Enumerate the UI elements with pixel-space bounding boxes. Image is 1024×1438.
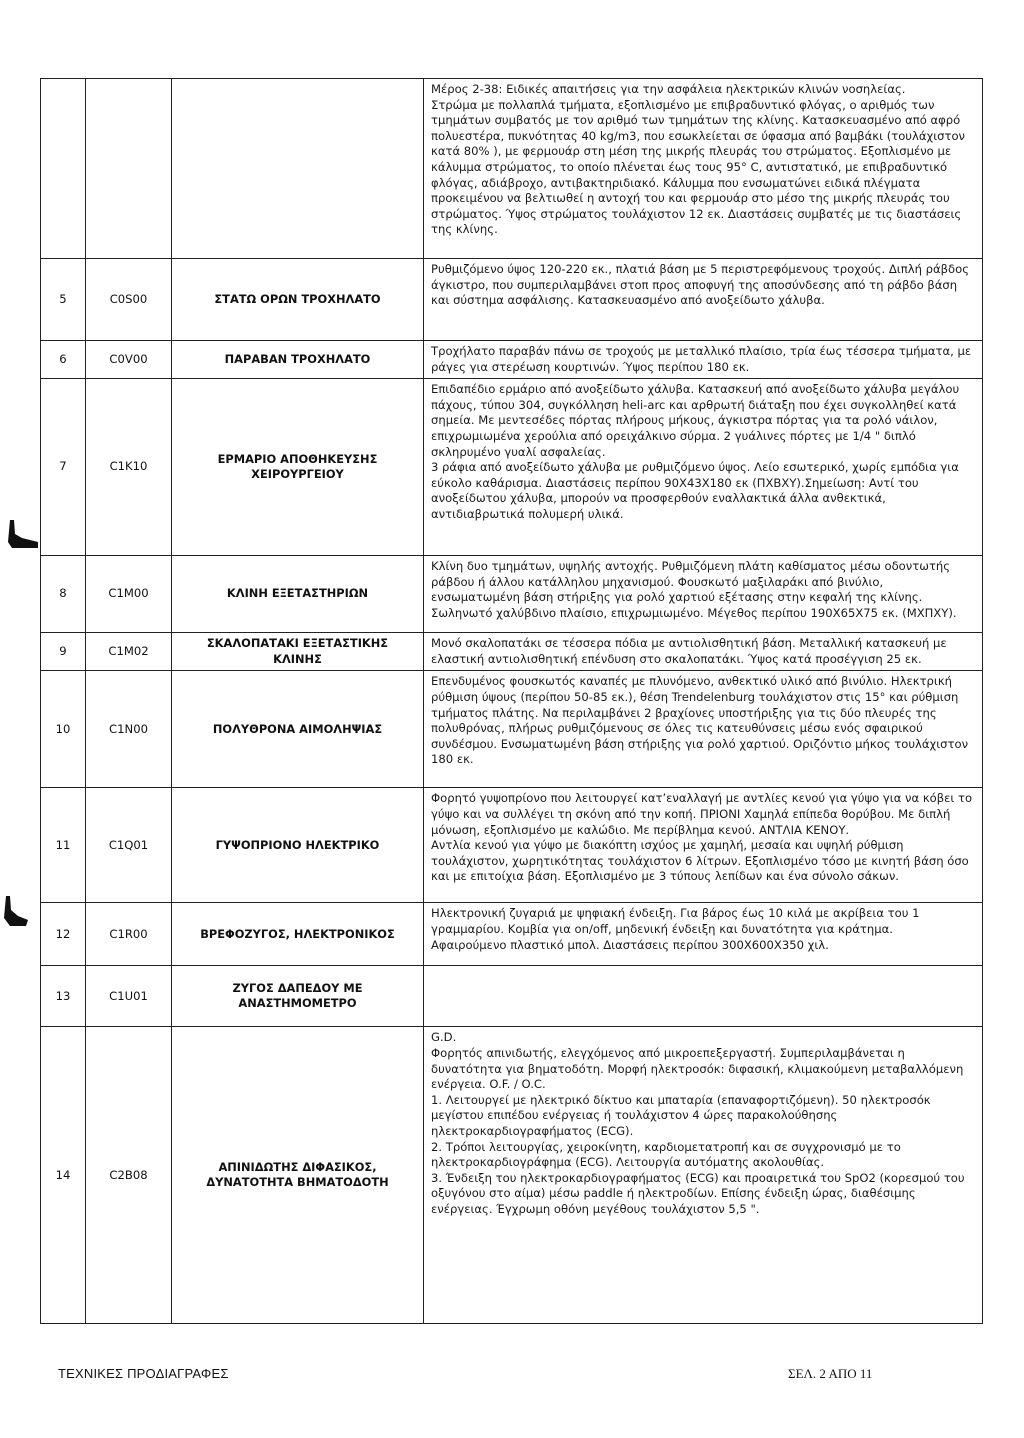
- item-number: 11: [41, 788, 86, 903]
- description-line: Κλίνη δυο τμημάτων, υψηλής αντοχής. Ρυθμιζόμενη πλάτη καθίσματος μέσω οδοντωτής ράβδου ή άλλου κατάλληλου μηχανισμού. Φουσκωτό μαξιλαράκι από βινύλιο, ενσωματωμένη βάση στήριξης για ρολό χαρτιού εξέτασης στην κεφαλή της κλίνης. Σωληνωτό χαλύβδινο πλαίσιο, επιχρωμιωμένο. Μέγεθος περίπου 190Χ65Χ75 εκ. (ΜΧΠΧΥ).: [431, 559, 957, 620]
- description-line: 1. Λειτουργεί με ηλεκτρικό δίκτυο και μπαταρία (επαναφορτιζόμενη). 50 ηλεκτροσόκ μεγίστου επιπέδου ενέργειας ή τουλάχιστον 4 ώρες παρακολούθησης ηλεκτροκαρδιογραφήματος (ECG).: [431, 1092, 931, 1138]
- description-line: Τροχήλατο παραβάν πάνω σε τροχούς με μεταλλικό πλαίσιο, τρία έως τέσσερα τμήματα, με ράγες για στερέωση κουρτινών. Ύψος περίπου 180 εκ.: [431, 344, 972, 374]
- item-name: [172, 79, 424, 259]
- table-row: [41, 556, 983, 633]
- description-line: 2. Τρόποι λειτουργίας, χειροκίνητη, καρδιομετατροπή και σε συγχρονισμό με το ηλεκτροκαρδιογράφημα (ECG). Λειτουργία αυτόματης ακολουθίας.: [431, 1139, 901, 1170]
- item-name: ΠΑΡΑΒΑΝ ΤΡΟΧΗΛΑΤΟ: [172, 341, 424, 379]
- description-line: Μέρος 2-38: Ειδικές απαιτήσεις για την ασφάλεια ηλεκτρικών κλινών νοσηλείας.: [431, 82, 906, 96]
- table-row: [41, 671, 983, 788]
- description-line: Ηλεκτρονική ζυγαριά με ψηφιακή ένδειξη. Για βάρος έως 10 κιλά με ακρίβεια του 1 γραμμαρίου. Κομβία για on/off, μηδενική ένδειξη και δυνατότητα για κράτημα.: [431, 906, 920, 936]
- item-number: 5: [41, 259, 86, 341]
- scan-mark-shape: [4, 896, 30, 928]
- item-number: 6: [41, 341, 86, 379]
- scan-mark-shape: [6, 520, 40, 550]
- item-description: [424, 79, 983, 259]
- item-description: [424, 341, 983, 379]
- table-row: [41, 788, 983, 903]
- description-line: Φορητός απινιδωτής, ελεγχόμενος από μικροεπεξεργαστή. Συμπεριλαμβάνεται η δυνατότητα για βηματοδότη. Μορφή ηλεκτροσόκ: διφασική, κλιμακούμενη μεταβαλλόμενη ενέργεια. O.F. / O.C.: [431, 1045, 964, 1092]
- item-code: C1M00: [86, 556, 172, 633]
- description-line: 3. Ένδειξη του ηλεκτροκαρδιογραφήματος (ECG) και προαιρετικά του SpO2 (κορεσμού του οξυγόνου στο αίμα) μέσω paddle ή ηλεκτροδίων. Επίσης ένδειξη ώρας, διαθέσιμης ενέργειας. Έγχρωμη οθόνη μεγέθους τουλάχιστον 5,5 ".: [431, 1170, 965, 1216]
- table-row: [41, 1027, 983, 1324]
- item-name: ΕΡΜΑΡΙΟ ΑΠΟΘΗΚΕΥΣΗΣ ΧΕΙΡΟΥΡΓΕΙΟΥ: [172, 379, 424, 556]
- table-row: [41, 79, 983, 259]
- item-description: [424, 633, 983, 671]
- item-description: [424, 903, 983, 966]
- item-number: 8: [41, 556, 86, 633]
- description-line: Αντλία κενού για γύψο με διακόπτη ισχύος με χαμηλή, μεσαία και υψηλή ρύθμιση τουλάχιστον, χωρητικότητας τουλάχιστον 6 λίτρων. Εξοπλισμένο τόσο με κινητή βάση όσο και με επιτοίχια βάση. Εξοπλισμένο με 3 τύπους λεπίδων και ένα σύνολο σάκων.: [431, 838, 969, 884]
- item-code: C1N00: [86, 671, 172, 788]
- table-row: [41, 903, 983, 966]
- item-description: [424, 259, 983, 341]
- item-number: 7: [41, 379, 86, 556]
- item-number: [41, 79, 86, 259]
- page-number: ΣΕΛ. 2 ΑΠΟ 11: [788, 1366, 873, 1381]
- item-code: C1M02: [86, 633, 172, 671]
- description-line: Επιδαπέδιο ερμάριο από ανοξείδωτο χάλυβα. Κατασκευή από ανοξείδωτο χάλυβα μεγάλου πάχους, τύπου 304, συγκόλληση heli-arc και αρθρωτή διάταξη που έχει συγκολληθεί κατά σημεία. Με μεντεσέδες πόρτας πλήρους μήκους, άγκιστρα πόρτας για τα ρολό νάιλον, επιχρωμιωμένα χερούλια από ορειχάλκινο σύρμα. 2 γυάλινες πόρτες με 1/4 " διπλό σκληρυμένο γυαλί ασφαλείας.: [431, 382, 960, 459]
- item-name: ΣΚΑΛΟΠΑΤΑΚΙ ΕΞΕΤΑΣΤΙΚΗΣ ΚΛΙΝΗΣ: [172, 633, 424, 671]
- specifications-table: [40, 78, 983, 1324]
- item-description: [424, 671, 983, 788]
- item-description: [424, 556, 983, 633]
- description-line: Ρυθμιζόμενο ύψος 120-220 εκ., πλατιά βάση με 5 περιστρεφόμενους τροχούς. Διπλή ράβδος άγκιστρο, που συμπεριλαμβάνει στοπ προς αποφυγή της αποσύνδεσης από τη ράβδο βάση και σύστημα ασφάλισης. Κατασκευασμένο από ανοξείδωτο χάλυβα.: [431, 262, 969, 308]
- table-row: [41, 379, 983, 556]
- item-number: 14: [41, 1027, 86, 1324]
- item-name: ΓΥΨΟΠΡΙΟΝΟ ΗΛΕΚΤΡΙΚΟ: [172, 788, 424, 903]
- item-description: [424, 379, 983, 556]
- item-number: 10: [41, 671, 86, 788]
- table-row: [41, 633, 983, 671]
- item-name: ΖΥΓΟΣ ΔΑΠΕΔΟΥ ΜΕ ΑΝΑΣΤΗΜΟΜΕΤΡΟ: [172, 966, 424, 1027]
- description-line: 3 ράφια από ανοξείδωτο χάλυβα με ρυθμιζόμενο ύψος. Λείο εσωτερικό, χωρίς εμπόδια για εύκολο καθάρισμα. Διαστάσεις περίπου 90Χ43Χ180 εκ (ΠΧΒΧΥ).Σημείωση: Αντί του ανοξείδωτου χάλυβα, μπορούν να προσφερθούν εναλλακτικά άλλα ανθεκτικά, αντιδιαβρωτικά πολυμερή υλικά.: [431, 460, 959, 521]
- item-code: C1R00: [86, 903, 172, 966]
- item-name: ΣΤΑΤΩ ΟΡΩΝ ΤΡΟΧΗΛΑΤΟ: [172, 259, 424, 341]
- item-code: C1U01: [86, 966, 172, 1027]
- item-description: [424, 966, 983, 1027]
- item-number: 13: [41, 966, 86, 1027]
- item-number: 9: [41, 633, 86, 671]
- item-code: C0V00: [86, 341, 172, 379]
- item-name: ΑΠΙΝΙΔΩΤΗΣ ΔΙΦΑΣΙΚΟΣ, ΔΥΝΑΤΟΤΗΤΑ ΒΗΜΑΤΟΔΟΤΗ: [172, 1027, 424, 1324]
- footer-title: ΤΕΧΝΙΚΕΣ ΠΡΟΔΙΑΓΡΑΦΕΣ: [58, 1366, 229, 1381]
- table-row: [41, 966, 983, 1027]
- item-code: C1Q01: [86, 788, 172, 903]
- description-line: Μονό σκαλοπατάκι σε τέσσερα πόδια με αντιολισθητική βάση. Μεταλλική κατασκευή με ελαστική αντιολισθητική επένδυση στο σκαλοπατάκι. Ύψος κατά προσέγγιση 25 εκ.: [431, 636, 947, 666]
- item-name: ΚΛΙΝΗ ΕΞΕΤΑΣΤΗΡΙΩΝ: [172, 556, 424, 633]
- description-line: Στρώμα με πολλαπλά τμήματα, εξοπλισμένο με επιβραδυντικό φλόγας, ο αριθμός των τμημάτων συμβατός με τον αριθμό των τμημάτων της κλίνης. Κατασκευασμένο από αφρό πολυεστέρα, πυκνότητας 40 kg/m3, που εσωκλείεται σε ύφασμα από βαμβάκι (τουλάχιστον κατά 80% ), με φερμουάρ στη μέση της μικρής πλευράς του στρώματος. Εξοπλισμένο με κάλυμμα στρώματος, το οποίο πλένεται έως τους 95° C, αντιστατικό, με επιβραδυντικό φλόγας, αδιάβροχο, αντιβακτηριδιακό. Κάλυμμα που ενσωματώνει ειδικά πλέγματα προκειμένου να βελτιωθεί η αντοχή του και φερμουάρ στο μέσο της μικρής πλευράς του στρώματος. Ύψος στρώματος τουλάχιστον 12 εκ. Διαστάσεις συμβατές με τις διαστάσεις της κλίνης.: [431, 97, 966, 237]
- description-line: G.D.: [431, 1030, 457, 1045]
- item-number: 12: [41, 903, 86, 966]
- description-line: Φορητό γυψοπρίονο που λειτουργεί κατ’εναλλαγή με αντλίες κενού για γύψο για να κόβει το γύψο και να συλλέγει τη σκόνη από την κοπή. ΠΡΙΟΝΙ Χαμηλά επίπεδα θορύβου. Με διπλή μόνωση, εξοπλισμένο με καλώδιο. Με περίβλημα κενού. ΑΝΤΛΙΑ ΚΕΝΟΥ.: [431, 791, 973, 837]
- item-code: C0S00: [86, 259, 172, 341]
- item-description: [424, 1027, 983, 1324]
- item-code: [86, 79, 172, 259]
- description-line: Αφαιρούμενο πλαστικό μπολ. Διαστάσεις περίπου 300Χ600Χ350 χιλ.: [431, 937, 829, 952]
- item-name: ΒΡΕΦΟΖΥΓΟΣ, ΗΛΕΚΤΡΟΝΙΚΟΣ: [172, 903, 424, 966]
- item-code: C2B08: [86, 1027, 172, 1324]
- table-row: [41, 259, 983, 341]
- item-name: ΠΟΛΥΘΡΟΝΑ ΑΙΜΟΛΗΨΙΑΣ: [172, 671, 424, 788]
- table-row: [41, 341, 983, 379]
- item-description: [424, 788, 983, 903]
- description-line: Επενδυμένος φουσκωτός καναπές με πλυνόμενο, ανθεκτικό υλικό από βινύλιο. Ηλεκτρική ρύθμιση ύψους (περίπου 50-85 εκ.), θέση Trendelenburg τουλάχιστον στις 15° και ρύθμιση τμήματος πλάτης. Να περιλαμβάνει 2 βραχίονες υποστήριξης για τις δύο πλευρές της πολυθρόνας, πλήρως ρυθμιζόμενους σε όλες τις κατευθύνσεις μέσω ενός σφαιρικού συνδέσμου. Ενσωματωμένη βάση στήριξης για ρολό χαρτιού. Οριζόντιο μήκος τουλάχιστον 180 εκ.: [431, 674, 969, 767]
- item-code: C1K10: [86, 379, 172, 556]
